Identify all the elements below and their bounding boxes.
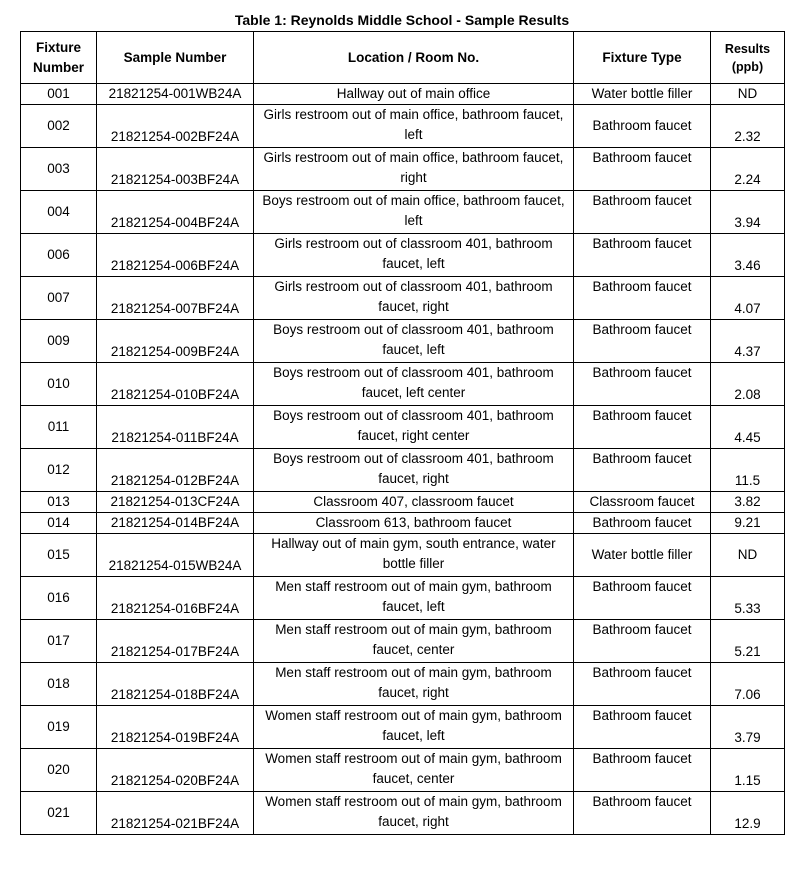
result-cell: 2.32 — [711, 105, 785, 148]
fixture-type-cell: Bathroom faucet — [574, 706, 711, 749]
sample-number-cell: 21821254-010BF24A — [97, 363, 254, 406]
fixture-number-cell: 018 — [21, 663, 97, 706]
fixture-number-cell: 001 — [21, 84, 97, 105]
fixture-type-cell: Bathroom faucet — [574, 406, 711, 449]
result-cell: ND — [711, 84, 785, 105]
fixture-number-cell: 011 — [21, 406, 97, 449]
result-cell: 4.45 — [711, 406, 785, 449]
location-cell: Women staff restroom out of main gym, bathroom faucet, center — [254, 749, 574, 792]
result-cell: 9.21 — [711, 513, 785, 534]
table-row — [21, 792, 785, 835]
result-cell: 11.5 — [711, 449, 785, 492]
table-row — [21, 363, 785, 406]
table-row — [21, 84, 785, 105]
fixture-type-cell: Bathroom faucet — [574, 191, 711, 234]
table-row — [21, 706, 785, 749]
fixture-number-cell: 012 — [21, 449, 97, 492]
table-row — [21, 749, 785, 792]
fixture-type-cell: Bathroom faucet — [574, 792, 711, 835]
location-cell: Boys restroom out of main office, bathroom faucet, left — [254, 191, 574, 234]
fixture-number-cell: 007 — [21, 277, 97, 320]
location-cell: Men staff restroom out of main gym, bathroom faucet, center — [254, 620, 574, 663]
table-row — [21, 534, 785, 577]
sample-number-cell: 21821254-012BF24A — [97, 449, 254, 492]
fixture-number-cell: 020 — [21, 749, 97, 792]
result-cell: 1.15 — [711, 749, 785, 792]
location-cell: Boys restroom out of classroom 401, bathroom faucet, left center — [254, 363, 574, 406]
result-cell: 2.24 — [711, 148, 785, 191]
fixture-type-cell: Bathroom faucet — [574, 234, 711, 277]
fixture-type-cell: Bathroom faucet — [574, 513, 711, 534]
table-row — [21, 620, 785, 663]
fixture-number-cell: 010 — [21, 363, 97, 406]
location-cell: Girls restroom out of classroom 401, bathroom faucet, right — [254, 277, 574, 320]
result-cell: 12.9 — [711, 792, 785, 835]
header-row — [21, 32, 785, 84]
fixture-type-cell: Bathroom faucet — [574, 148, 711, 191]
sample-number-cell: 21821254-021BF24A — [97, 792, 254, 835]
fixture-type-cell: Water bottle filler — [574, 84, 711, 105]
sample-number-cell: 21821254-018BF24A — [97, 663, 254, 706]
location-cell: Women staff restroom out of main gym, bathroom faucet, right — [254, 792, 574, 835]
fixture-number-cell: 002 — [21, 105, 97, 148]
header-fixture-number: Fixture Number — [21, 32, 97, 84]
fixture-number-cell: 019 — [21, 706, 97, 749]
sample-number-cell: 21821254-017BF24A — [97, 620, 254, 663]
location-cell: Hallway out of main gym, south entrance, water bottle filler — [254, 534, 574, 577]
fixture-type-cell: Classroom faucet — [574, 492, 711, 513]
fixture-type-cell: Bathroom faucet — [574, 105, 711, 148]
sample-number-cell: 21821254-014BF24A — [97, 513, 254, 534]
table-row — [21, 406, 785, 449]
sample-number-cell: 21821254-020BF24A — [97, 749, 254, 792]
fixture-type-cell: Bathroom faucet — [574, 577, 711, 620]
result-cell: 7.06 — [711, 663, 785, 706]
fixture-number-cell: 021 — [21, 792, 97, 835]
result-cell: 3.94 — [711, 191, 785, 234]
fixture-number-cell: 017 — [21, 620, 97, 663]
table-row — [21, 148, 785, 191]
sample-number-cell: 21821254-001WB24A — [97, 84, 254, 105]
fixture-number-cell: 015 — [21, 534, 97, 577]
location-cell: Boys restroom out of classroom 401, bathroom faucet, right — [254, 449, 574, 492]
sample-results-table — [20, 31, 785, 835]
sample-number-cell: 21821254-016BF24A — [97, 577, 254, 620]
sample-number-cell: 21821254-007BF24A — [97, 277, 254, 320]
header-fixture-type: Fixture Type — [574, 32, 711, 84]
sample-number-cell: 21821254-006BF24A — [97, 234, 254, 277]
fixture-type-cell: Bathroom faucet — [574, 663, 711, 706]
result-cell: 5.33 — [711, 577, 785, 620]
location-cell: Women staff restroom out of main gym, bathroom faucet, left — [254, 706, 574, 749]
fixture-number-cell: 009 — [21, 320, 97, 363]
sample-number-cell: 21821254-002BF24A — [97, 105, 254, 148]
table-row — [21, 663, 785, 706]
table-row — [21, 277, 785, 320]
location-cell: Classroom 407, classroom faucet — [254, 492, 574, 513]
table-title: Table 1: Reynolds Middle School - Sample Results — [234, 12, 570, 28]
header-sample-number: Sample Number — [97, 32, 254, 84]
fixture-type-cell: Bathroom faucet — [574, 749, 711, 792]
sample-number-cell: 21821254-019BF24A — [97, 706, 254, 749]
result-cell: 2.08 — [711, 363, 785, 406]
fixture-number-cell: 016 — [21, 577, 97, 620]
table-row — [21, 513, 785, 534]
table-row — [21, 492, 785, 513]
fixture-type-cell: Bathroom faucet — [574, 320, 711, 363]
location-cell: Girls restroom out of main office, bathroom faucet, right — [254, 148, 574, 191]
fixture-number-cell: 014 — [21, 513, 97, 534]
sample-number-cell: 21821254-003BF24A — [97, 148, 254, 191]
sample-number-cell: 21821254-015WB24A — [97, 534, 254, 577]
fixture-type-cell: Bathroom faucet — [574, 449, 711, 492]
sample-number-cell: 21821254-013CF24A — [97, 492, 254, 513]
table-row — [21, 234, 785, 277]
result-cell: 4.07 — [711, 277, 785, 320]
table-row — [21, 449, 785, 492]
result-cell: 3.79 — [711, 706, 785, 749]
location-cell: Boys restroom out of classroom 401, bathroom faucet, left — [254, 320, 574, 363]
result-cell: ND — [711, 534, 785, 577]
result-cell: 3.82 — [711, 492, 785, 513]
table-row — [21, 191, 785, 234]
location-cell: Classroom 613, bathroom faucet — [254, 513, 574, 534]
result-cell: 3.46 — [711, 234, 785, 277]
location-cell: Boys restroom out of classroom 401, bathroom faucet, right center — [254, 406, 574, 449]
location-cell: Men staff restroom out of main gym, bathroom faucet, left — [254, 577, 574, 620]
fixture-type-cell: Water bottle filler — [574, 534, 711, 577]
location-cell: Hallway out of main office — [254, 84, 574, 105]
fixture-number-cell: 004 — [21, 191, 97, 234]
fixture-type-cell: Bathroom faucet — [574, 277, 711, 320]
fixture-type-cell: Bathroom faucet — [574, 363, 711, 406]
table-row — [21, 577, 785, 620]
header-location: Location / Room No. — [254, 32, 574, 84]
sample-number-cell: 21821254-004BF24A — [97, 191, 254, 234]
sample-number-cell: 21821254-009BF24A — [97, 320, 254, 363]
fixture-number-cell: 003 — [21, 148, 97, 191]
result-cell: 5.21 — [711, 620, 785, 663]
header-results: Results (ppb) — [711, 32, 785, 84]
location-cell: Men staff restroom out of main gym, bathroom faucet, right — [254, 663, 574, 706]
location-cell: Girls restroom out of main office, bathroom faucet, left — [254, 105, 574, 148]
location-cell: Girls restroom out of classroom 401, bathroom faucet, left — [254, 234, 574, 277]
fixture-type-cell: Bathroom faucet — [574, 620, 711, 663]
fixture-number-cell: 013 — [21, 492, 97, 513]
fixture-number-cell: 006 — [21, 234, 97, 277]
table-row — [21, 105, 785, 148]
sample-number-cell: 21821254-011BF24A — [97, 406, 254, 449]
result-cell: 4.37 — [711, 320, 785, 363]
table-row — [21, 320, 785, 363]
